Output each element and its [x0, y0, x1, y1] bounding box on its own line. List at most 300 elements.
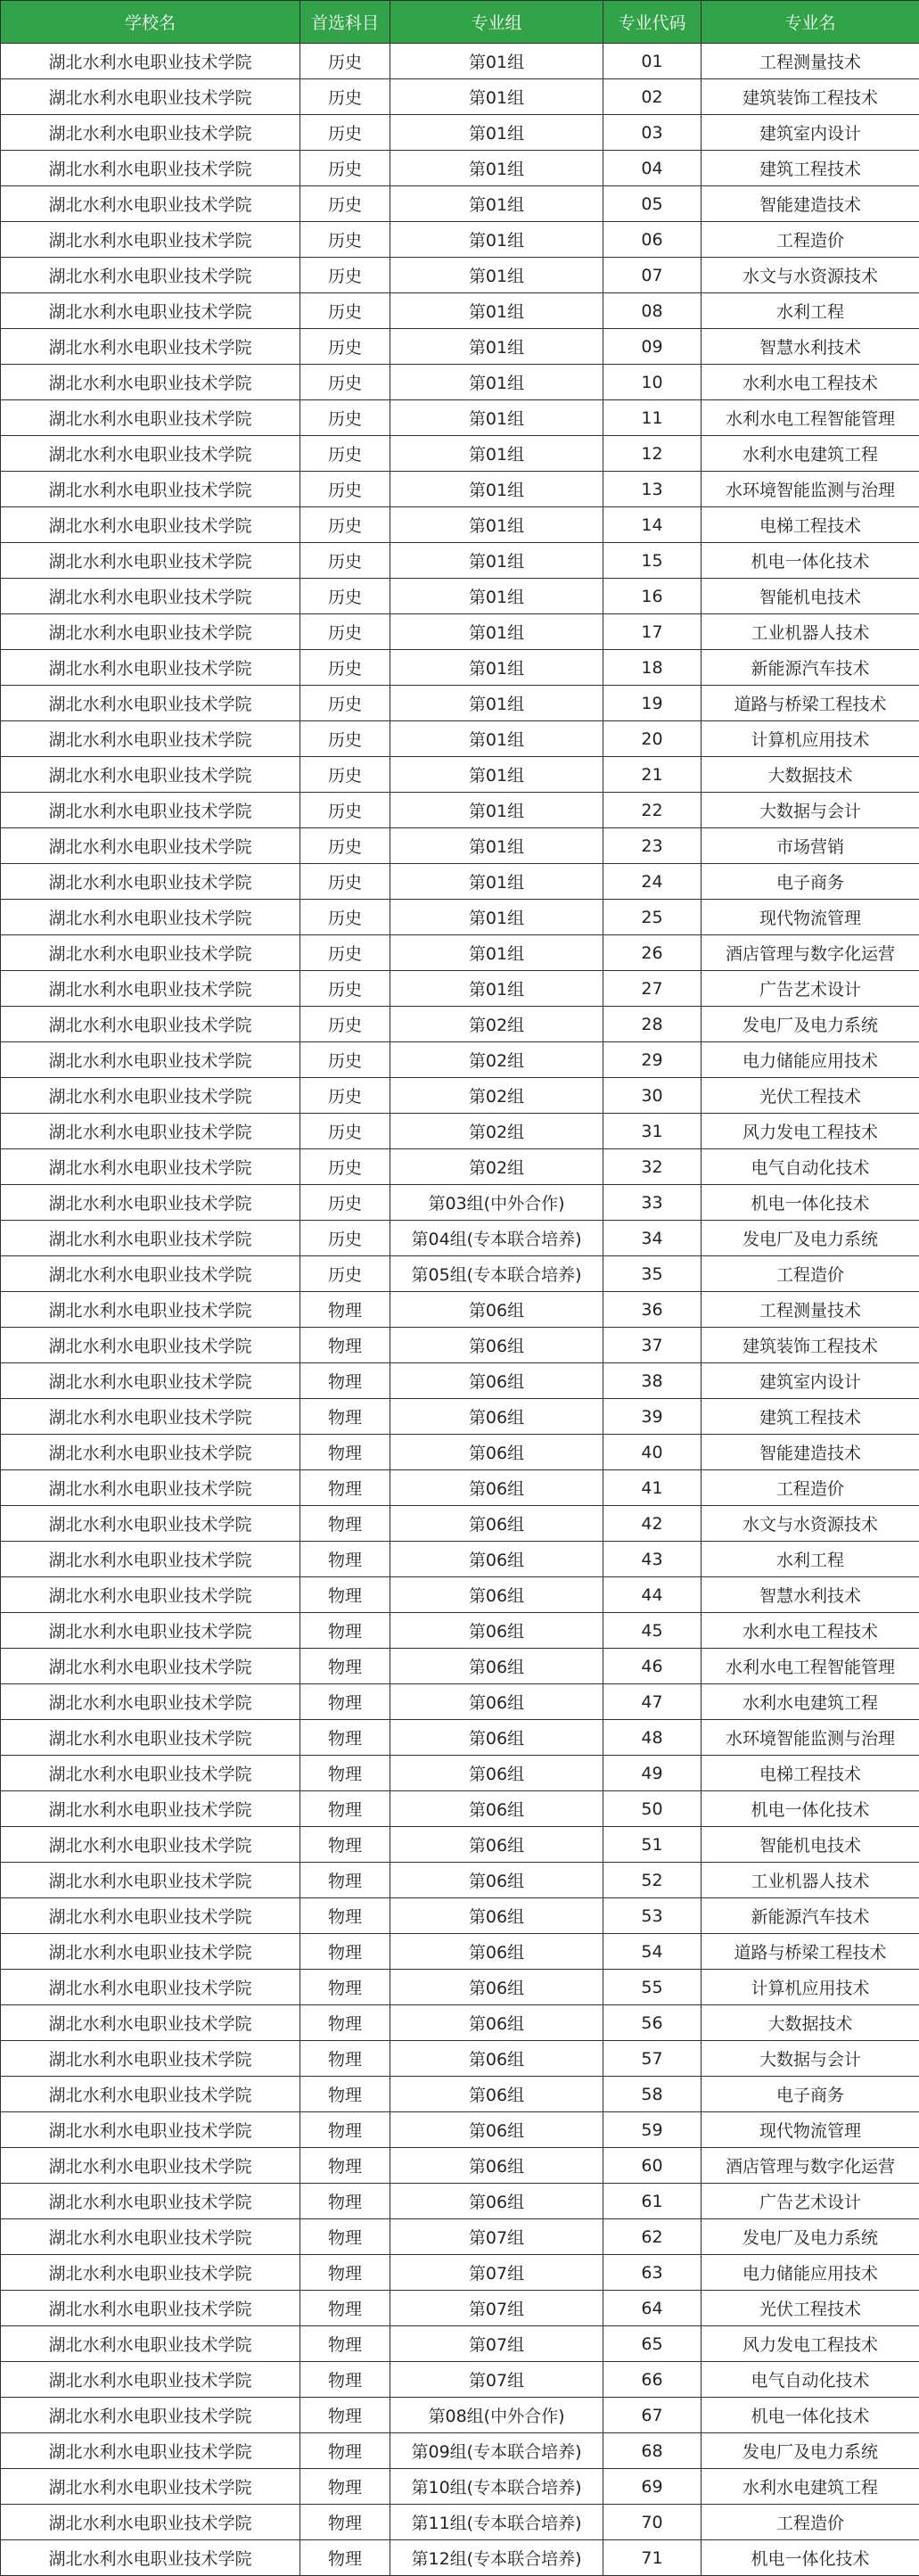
- cell-code: 13: [603, 472, 702, 507]
- cell-school: 湖北水利水电职业技术学院: [1, 2041, 300, 2077]
- cell-major: 水利水电建筑工程: [702, 2469, 919, 2505]
- cell-code: 09: [603, 329, 702, 365]
- cell-subject: 物理: [300, 2219, 390, 2255]
- table-row: [1, 329, 919, 365]
- cell-school: 湖北水利水电职业技术学院: [1, 650, 300, 686]
- cell-school: 湖北水利水电职业技术学院: [1, 2540, 300, 2576]
- cell-group: 第01组: [390, 721, 603, 757]
- cell-group: 第04组(专本联合培养): [390, 1221, 603, 1256]
- cell-group: 第01组: [390, 400, 603, 436]
- cell-subject: 历史: [300, 650, 390, 686]
- cell-major: 广告艺术设计: [702, 971, 919, 1007]
- cell-group: 第01组: [390, 757, 603, 793]
- cell-major: 电子商务: [702, 2077, 919, 2112]
- cell-subject: 物理: [300, 1577, 390, 1613]
- table-row: [1, 579, 919, 614]
- cell-group: 第06组: [390, 1613, 603, 1649]
- cell-group: 第06组: [390, 1756, 603, 1791]
- cell-group: 第07组: [390, 2326, 603, 2362]
- cell-subject: 物理: [300, 2362, 390, 2398]
- table-row: [1, 115, 919, 151]
- cell-major: 现代物流管理: [702, 2112, 919, 2148]
- cell-group: 第11组(专本联合培养): [390, 2505, 603, 2540]
- cell-school: 湖北水利水电职业技术学院: [1, 1863, 300, 1898]
- cell-school: 湖北水利水电职业技术学院: [1, 757, 300, 793]
- table-row: [1, 1542, 919, 1577]
- table-row: [1, 365, 919, 400]
- cell-subject: 物理: [300, 2041, 390, 2077]
- cell-subject: 历史: [300, 1185, 390, 1221]
- cell-group: 第06组: [390, 1970, 603, 2005]
- cell-code: 24: [603, 864, 702, 900]
- table-row: [1, 2398, 919, 2433]
- cell-school: 湖北水利水电职业技术学院: [1, 1363, 300, 1399]
- cell-school: 湖北水利水电职业技术学院: [1, 365, 300, 400]
- cell-subject: 历史: [300, 400, 390, 436]
- cell-school: 湖北水利水电职业技术学院: [1, 258, 300, 293]
- cell-major: 智能建造技术: [702, 1435, 919, 1470]
- table-row: [1, 2362, 919, 2398]
- cell-school: 湖北水利水电职业技术学院: [1, 1078, 300, 1114]
- cell-major: 大数据技术: [702, 2005, 919, 2041]
- table-row: [1, 1435, 919, 1470]
- cell-code: 21: [603, 757, 702, 793]
- cell-subject: 物理: [300, 2433, 390, 2469]
- cell-subject: 物理: [300, 2398, 390, 2433]
- cell-school: 湖北水利水电职业技术学院: [1, 1149, 300, 1185]
- cell-school: 湖北水利水电职业技术学院: [1, 1007, 300, 1042]
- cell-major: 水利工程: [702, 1542, 919, 1577]
- cell-code: 44: [603, 1577, 702, 1613]
- table-row: [1, 900, 919, 935]
- cell-major: 工业机器人技术: [702, 1863, 919, 1898]
- table-row: [1, 2326, 919, 2362]
- cell-group: 第12组(专本联合培养): [390, 2540, 603, 2576]
- cell-code: 51: [603, 1827, 702, 1863]
- cell-subject: 历史: [300, 293, 390, 329]
- cell-subject: 历史: [300, 1221, 390, 1256]
- cell-major: 广告艺术设计: [702, 2184, 919, 2219]
- cell-school: 湖北水利水电职业技术学院: [1, 614, 300, 650]
- cell-subject: 历史: [300, 900, 390, 935]
- table-row: [1, 935, 919, 971]
- table-row: [1, 222, 919, 258]
- cell-code: 31: [603, 1114, 702, 1149]
- cell-subject: 历史: [300, 1078, 390, 1114]
- table-row: [1, 44, 919, 79]
- cell-code: 52: [603, 1863, 702, 1898]
- cell-school: 湖北水利水电职业技术学院: [1, 2005, 300, 2041]
- cell-group: 第08组(中外合作): [390, 2398, 603, 2433]
- cell-group: 第01组: [390, 793, 603, 828]
- cell-school: 湖北水利水电职业技术学院: [1, 2505, 300, 2540]
- cell-subject: 历史: [300, 935, 390, 971]
- table-row: [1, 2148, 919, 2184]
- cell-school: 湖北水利水电职业技术学院: [1, 1328, 300, 1363]
- cell-school: 湖北水利水电职业技术学院: [1, 1791, 300, 1827]
- cell-code: 55: [603, 1970, 702, 2005]
- cell-group: 第06组: [390, 1470, 603, 1506]
- cell-school: 湖北水利水电职业技术学院: [1, 686, 300, 721]
- cell-group: 第06组: [390, 1649, 603, 1684]
- cell-code: 66: [603, 2362, 702, 2398]
- cell-school: 湖北水利水电职业技术学院: [1, 2219, 300, 2255]
- cell-subject: 物理: [300, 2255, 390, 2291]
- cell-major: 机电一体化技术: [702, 543, 919, 579]
- cell-major: 机电一体化技术: [702, 2398, 919, 2433]
- cell-group: 第01组: [390, 650, 603, 686]
- cell-subject: 历史: [300, 614, 390, 650]
- cell-subject: 历史: [300, 686, 390, 721]
- cell-code: 35: [603, 1256, 702, 1292]
- table-row: [1, 1399, 919, 1435]
- cell-school: 湖北水利水电职业技术学院: [1, 2469, 300, 2505]
- table-row: [1, 258, 919, 293]
- cell-major: 电梯工程技术: [702, 507, 919, 543]
- table-row: [1, 2041, 919, 2077]
- cell-code: 18: [603, 650, 702, 686]
- cell-code: 69: [603, 2469, 702, 2505]
- cell-group: 第06组: [390, 1399, 603, 1435]
- cell-major: 建筑装饰工程技术: [702, 1328, 919, 1363]
- table-row: [1, 436, 919, 472]
- cell-group: 第01组: [390, 186, 603, 222]
- cell-subject: 历史: [300, 971, 390, 1007]
- cell-subject: 历史: [300, 436, 390, 472]
- cell-subject: 历史: [300, 721, 390, 757]
- cell-code: 25: [603, 900, 702, 935]
- cell-code: 56: [603, 2005, 702, 2041]
- cell-code: 15: [603, 543, 702, 579]
- cell-school: 湖北水利水电职业技术学院: [1, 436, 300, 472]
- cell-major: 发电厂及电力系统: [702, 1007, 919, 1042]
- cell-group: 第01组: [390, 935, 603, 971]
- cell-major: 建筑装饰工程技术: [702, 79, 919, 115]
- cell-major: 新能源汽车技术: [702, 650, 919, 686]
- cell-major: 水利水电建筑工程: [702, 436, 919, 472]
- cell-subject: 物理: [300, 1399, 390, 1435]
- cell-school: 湖北水利水电职业技术学院: [1, 1577, 300, 1613]
- cell-school: 湖北水利水电职业技术学院: [1, 2362, 300, 2398]
- cell-group: 第01组: [390, 365, 603, 400]
- table-row: [1, 1363, 919, 1399]
- cell-subject: 历史: [300, 258, 390, 293]
- cell-code: 10: [603, 365, 702, 400]
- cell-school: 湖北水利水电职业技术学院: [1, 2148, 300, 2184]
- cell-subject: 物理: [300, 1363, 390, 1399]
- cell-group: 第01组: [390, 579, 603, 614]
- cell-school: 湖北水利水电职业技术学院: [1, 1542, 300, 1577]
- cell-major: 电力储能应用技术: [702, 1042, 919, 1078]
- cell-subject: 历史: [300, 793, 390, 828]
- table-row: [1, 1078, 919, 1114]
- cell-subject: 物理: [300, 2077, 390, 2112]
- cell-group: 第01组: [390, 258, 603, 293]
- table-row: [1, 1970, 919, 2005]
- cell-subject: 历史: [300, 828, 390, 864]
- cell-subject: 历史: [300, 151, 390, 186]
- cell-group: 第02组: [390, 1114, 603, 1149]
- cell-school: 湖北水利水电职业技术学院: [1, 935, 300, 971]
- table-row: [1, 1649, 919, 1684]
- cell-school: 湖北水利水电职业技术学院: [1, 329, 300, 365]
- cell-group: 第06组: [390, 1863, 603, 1898]
- cell-group: 第01组: [390, 543, 603, 579]
- cell-major: 工程测量技术: [702, 44, 919, 79]
- table-row: [1, 1791, 919, 1827]
- cell-group: 第09组(专本联合培养): [390, 2433, 603, 2469]
- cell-subject: 历史: [300, 543, 390, 579]
- cell-code: 38: [603, 1363, 702, 1399]
- cell-code: 28: [603, 1007, 702, 1042]
- table-row: [1, 828, 919, 864]
- cell-group: 第01组: [390, 222, 603, 258]
- cell-school: 湖北水利水电职业技术学院: [1, 44, 300, 79]
- cell-school: 湖北水利水电职业技术学院: [1, 1506, 300, 1542]
- table-row: [1, 400, 919, 436]
- cell-subject: 物理: [300, 1470, 390, 1506]
- table-row: [1, 472, 919, 507]
- cell-group: 第01组: [390, 293, 603, 329]
- cell-subject: 历史: [300, 1256, 390, 1292]
- cell-school: 湖北水利水电职业技术学院: [1, 579, 300, 614]
- table-row: [1, 757, 919, 793]
- cell-school: 湖北水利水电职业技术学院: [1, 1720, 300, 1756]
- cell-major: 工程造价: [702, 2505, 919, 2540]
- cell-school: 湖北水利水电职业技术学院: [1, 1221, 300, 1256]
- cell-group: 第06组: [390, 1328, 603, 1363]
- cell-school: 湖北水利水电职业技术学院: [1, 2255, 300, 2291]
- cell-major: 智能建造技术: [702, 186, 919, 222]
- cell-major: 道路与桥梁工程技术: [702, 686, 919, 721]
- cell-code: 39: [603, 1399, 702, 1435]
- table-row: [1, 2005, 919, 2041]
- cell-major: 电气自动化技术: [702, 1149, 919, 1185]
- cell-group: 第06组: [390, 2112, 603, 2148]
- cell-school: 湖北水利水电职业技术学院: [1, 1684, 300, 1720]
- table-row: [1, 293, 919, 329]
- table-row: [1, 2184, 919, 2219]
- cell-group: 第01组: [390, 151, 603, 186]
- cell-group: 第06组: [390, 1292, 603, 1328]
- cell-major: 市场营销: [702, 828, 919, 864]
- cell-subject: 物理: [300, 1684, 390, 1720]
- cell-code: 36: [603, 1292, 702, 1328]
- cell-group: 第01组: [390, 864, 603, 900]
- cell-major: 光伏工程技术: [702, 1078, 919, 1114]
- cell-code: 41: [603, 1470, 702, 1506]
- cell-major: 水利工程: [702, 293, 919, 329]
- table-row: [1, 1328, 919, 1363]
- cell-subject: 物理: [300, 2505, 390, 2540]
- cell-code: 49: [603, 1756, 702, 1791]
- cell-code: 08: [603, 293, 702, 329]
- table-row: [1, 614, 919, 650]
- cell-code: 40: [603, 1435, 702, 1470]
- cell-code: 61: [603, 2184, 702, 2219]
- cell-group: 第01组: [390, 828, 603, 864]
- cell-school: 湖北水利水电职业技术学院: [1, 507, 300, 543]
- cell-major: 发电厂及电力系统: [702, 1221, 919, 1256]
- cell-school: 湖北水利水电职业技术学院: [1, 1435, 300, 1470]
- cell-school: 湖北水利水电职业技术学院: [1, 1898, 300, 1934]
- cell-major: 水利水电建筑工程: [702, 1684, 919, 1720]
- cell-group: 第06组: [390, 1506, 603, 1542]
- cell-code: 70: [603, 2505, 702, 2540]
- table-row: [1, 650, 919, 686]
- table-row: [1, 2219, 919, 2255]
- cell-school: 湖北水利水电职业技术学院: [1, 1970, 300, 2005]
- cell-code: 65: [603, 2326, 702, 2362]
- cell-group: 第01组: [390, 79, 603, 115]
- cell-major: 水环境智能监测与治理: [702, 472, 919, 507]
- cell-school: 湖北水利水电职业技术学院: [1, 1613, 300, 1649]
- cell-school: 湖北水利水电职业技术学院: [1, 2291, 300, 2326]
- table-row: [1, 1506, 919, 1542]
- cell-code: 03: [603, 115, 702, 151]
- cell-subject: 物理: [300, 2540, 390, 2576]
- table-row: [1, 2291, 919, 2326]
- cell-major: 电子商务: [702, 864, 919, 900]
- table-row: [1, 1720, 919, 1756]
- header-code: 专业代码: [603, 1, 702, 44]
- cell-school: 湖北水利水电职业技术学院: [1, 2433, 300, 2469]
- cell-subject: 历史: [300, 507, 390, 543]
- cell-major: 水利水电工程技术: [702, 1613, 919, 1649]
- cell-subject: 物理: [300, 1863, 390, 1898]
- cell-code: 50: [603, 1791, 702, 1827]
- cell-group: 第01组: [390, 329, 603, 365]
- table-row: [1, 1863, 919, 1898]
- cell-school: 湖北水利水电职业技术学院: [1, 1470, 300, 1506]
- cell-major: 风力发电工程技术: [702, 1114, 919, 1149]
- cell-major: 智能机电技术: [702, 1827, 919, 1863]
- table-row: [1, 543, 919, 579]
- cell-group: 第05组(专本联合培养): [390, 1256, 603, 1292]
- cell-subject: 历史: [300, 1007, 390, 1042]
- cell-code: 64: [603, 2291, 702, 2326]
- cell-school: 湖北水利水电职业技术学院: [1, 828, 300, 864]
- cell-major: 工程造价: [702, 222, 919, 258]
- cell-group: 第06组: [390, 1791, 603, 1827]
- cell-major: 发电厂及电力系统: [702, 2219, 919, 2255]
- cell-group: 第06组: [390, 2005, 603, 2041]
- cell-group: 第01组: [390, 900, 603, 935]
- cell-code: 57: [603, 2041, 702, 2077]
- cell-school: 湖北水利水电职业技术学院: [1, 151, 300, 186]
- cell-subject: 历史: [300, 1114, 390, 1149]
- cell-school: 湖北水利水电职业技术学院: [1, 1292, 300, 1328]
- table-row: [1, 1256, 919, 1292]
- cell-school: 湖北水利水电职业技术学院: [1, 400, 300, 436]
- cell-subject: 历史: [300, 579, 390, 614]
- table-row: [1, 1292, 919, 1328]
- cell-code: 67: [603, 2398, 702, 2433]
- table-row: [1, 507, 919, 543]
- cell-subject: 物理: [300, 2148, 390, 2184]
- table-row: [1, 186, 919, 222]
- table-row: [1, 1149, 919, 1185]
- cell-group: 第06组: [390, 2184, 603, 2219]
- table-row: [1, 2112, 919, 2148]
- cell-school: 湖北水利水电职业技术学院: [1, 2398, 300, 2433]
- cell-code: 68: [603, 2433, 702, 2469]
- cell-subject: 历史: [300, 365, 390, 400]
- cell-major: 大数据技术: [702, 757, 919, 793]
- cell-subject: 历史: [300, 186, 390, 222]
- cell-school: 湖北水利水电职业技术学院: [1, 79, 300, 115]
- table-row: [1, 1221, 919, 1256]
- table-header: [1, 1, 919, 44]
- cell-code: 60: [603, 2148, 702, 2184]
- cell-group: 第06组: [390, 1577, 603, 1613]
- table-row: [1, 1934, 919, 1970]
- cell-major: 电梯工程技术: [702, 1756, 919, 1791]
- cell-subject: 历史: [300, 79, 390, 115]
- cell-group: 第06组: [390, 2148, 603, 2184]
- cell-major: 工程造价: [702, 1256, 919, 1292]
- table-row: [1, 2540, 919, 2576]
- cell-major: 建筑室内设计: [702, 115, 919, 151]
- cell-group: 第02组: [390, 1007, 603, 1042]
- cell-group: 第06组: [390, 1684, 603, 1720]
- table-row: [1, 1898, 919, 1934]
- cell-group: 第01组: [390, 614, 603, 650]
- table-row: [1, 971, 919, 1007]
- cell-subject: 历史: [300, 864, 390, 900]
- cell-code: 27: [603, 971, 702, 1007]
- cell-group: 第06组: [390, 1542, 603, 1577]
- cell-subject: 历史: [300, 222, 390, 258]
- cell-group: 第03组(中外合作): [390, 1185, 603, 1221]
- cell-school: 湖北水利水电职业技术学院: [1, 472, 300, 507]
- table-row: [1, 2255, 919, 2291]
- cell-subject: 物理: [300, 1791, 390, 1827]
- table-row: [1, 793, 919, 828]
- cell-school: 湖北水利水电职业技术学院: [1, 293, 300, 329]
- cell-code: 22: [603, 793, 702, 828]
- table-row: [1, 1577, 919, 1613]
- cell-major: 水利水电工程智能管理: [702, 400, 919, 436]
- cell-group: 第06组: [390, 2041, 603, 2077]
- cell-group: 第07组: [390, 2219, 603, 2255]
- cell-subject: 物理: [300, 2005, 390, 2041]
- cell-school: 湖北水利水电职业技术学院: [1, 793, 300, 828]
- table-row: [1, 1470, 919, 1506]
- cell-group: 第07组: [390, 2291, 603, 2326]
- cell-group: 第10组(专本联合培养): [390, 2469, 603, 2505]
- cell-major: 机电一体化技术: [702, 1185, 919, 1221]
- cell-major: 新能源汽车技术: [702, 1898, 919, 1934]
- cell-subject: 物理: [300, 2112, 390, 2148]
- header-group: 专业组: [390, 1, 603, 44]
- cell-subject: 历史: [300, 472, 390, 507]
- cell-major: 建筑工程技术: [702, 151, 919, 186]
- cell-code: 48: [603, 1720, 702, 1756]
- table-row: [1, 1827, 919, 1863]
- cell-school: 湖北水利水电职业技术学院: [1, 1042, 300, 1078]
- cell-code: 23: [603, 828, 702, 864]
- cell-code: 58: [603, 2077, 702, 2112]
- cell-group: 第07组: [390, 2362, 603, 2398]
- table-row: [1, 2433, 919, 2469]
- cell-subject: 物理: [300, 1292, 390, 1328]
- cell-school: 湖北水利水电职业技术学院: [1, 2077, 300, 2112]
- cell-major: 机电一体化技术: [702, 1791, 919, 1827]
- cell-major: 水文与水资源技术: [702, 258, 919, 293]
- cell-major: 计算机应用技术: [702, 721, 919, 757]
- cell-code: 42: [603, 1506, 702, 1542]
